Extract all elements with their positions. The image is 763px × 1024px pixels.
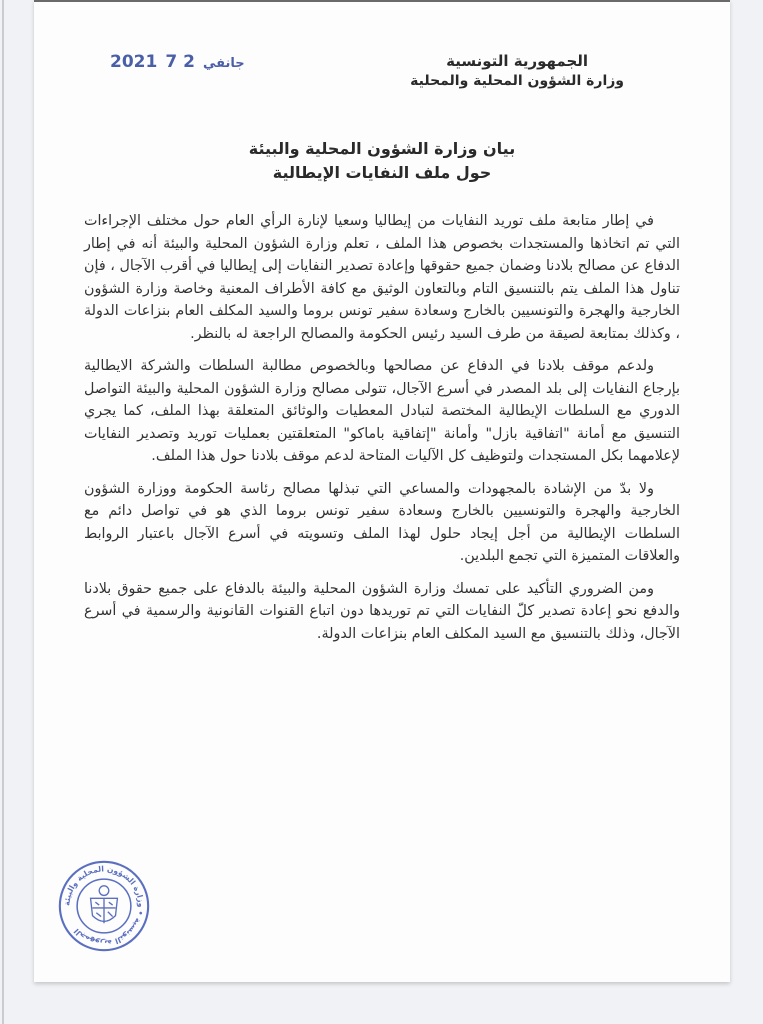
letterhead: [410, 51, 624, 91]
paragraph: ومن الضروري التأكيد على تمسك وزارة الشؤون المحلية والبيئة بالدفاع على جميع حقوق بلادنا والدفع نحو إعادة تصدير كلّ النفايات التي تم توريدها دون اتباع القنوات القانونية والرسمية في أسرع الآجال، وذلك بالتنسيق مع السيد المكلف العام بنزاعات الدولة.: [84, 580, 680, 642]
coat-of-arms-icon: [91, 886, 118, 923]
title-line-2: حول ملف النفايات الإيطالية: [272, 163, 492, 182]
letterhead-ministry: وزارة الشؤون المحلية والمحلية: [410, 73, 624, 89]
paragraph: ولدعم موقف بلادنا في الدفاع عن مصالحها وبالخصوص مطالبة السلطات والشركة الايطالية بإرجاع النفايات إلى بلد المصدر في أسرع الآجال، تتولى مصالح وزارة الشؤون المحلية والبيئة التواصل الدوري مع السلطات الإيطالية المختصة لتبادل المعطيات والوثائق المتعلقة بهذا الملف، كما يجري التنسيق مع أمانة "اتفاقية بازل" وأمانة "إتفاقية باماكو" المتعلقتين بعمليات توريد وتصدير النفايات لإعلامهما بكل المستجدات ولتوظيف كل الآليات المتاحة لدعم موقف بلادنا حول هذا الملف.: [84, 358, 680, 464]
document-title: [34, 137, 730, 185]
date-stamp: [110, 52, 253, 72]
title-line-1: بيان وزارة الشؤون المحلية والبيئة: [248, 139, 516, 158]
date-year: 2021: [110, 52, 158, 72]
letterhead-country: الجمهورية التونسية: [446, 52, 589, 70]
official-seal-icon: [56, 858, 152, 954]
document-body: [84, 210, 680, 655]
paragraph: في إطار متابعة ملف توريد النفايات من إيطاليا وسعيا لإنارة الرأي العام حول مختلف الإجراءات التي تم اتخاذها والمستجدات بخصوص هذا الملف ، تعلم وزارة الشؤون المحلية والبيئة أنه في إطار الدفاع عن مصالح بلادنا وضمان جميع حقوقها وإعادة تصدير النفايات إلى إيطاليا في أقرب الآجال ، فإن تناول هذا الملف يتم بالتنسيق التام وبالتعاون الوثيق مع كافة الأطراف المعنية وخاصة وزارة الشؤون الخارجية والهجرة والتونسيين بالخارج وسعادة سفير تونس بروما والسيد المكلف العام بنزاعات الدولة ، وكذلك بمتابعة لصيقة من طرف السيد رئيس الحكومة والمصالح الراجعة له بالنظر.: [84, 213, 680, 342]
viewer-left-edge: [2, 0, 4, 1024]
document-page: [34, 0, 730, 982]
paragraph: ولا بدّ من الإشادة بالمجهودات والمساعي التي تبذلها مصالح رئاسة الحكومة ووزارة الشؤون الخارجية والهجرة والتونسيين بالخارج وسعادة سفير تونس بروما الذي هو في تواصل دائم مع السلطات الإيطالية من أجل إيجاد حلول لهذا الملف وتسويته في أسرع الآجال باعتبار الروابط والعلاقات المتميزة التي تجمع البلدين.: [84, 480, 680, 564]
date-month: جانفي: [202, 56, 245, 71]
seal-text-path: الجمهورية التونسية • وزارة الشؤون المحلية والبيئة: [62, 864, 146, 948]
date-day: 2 7: [165, 52, 195, 72]
